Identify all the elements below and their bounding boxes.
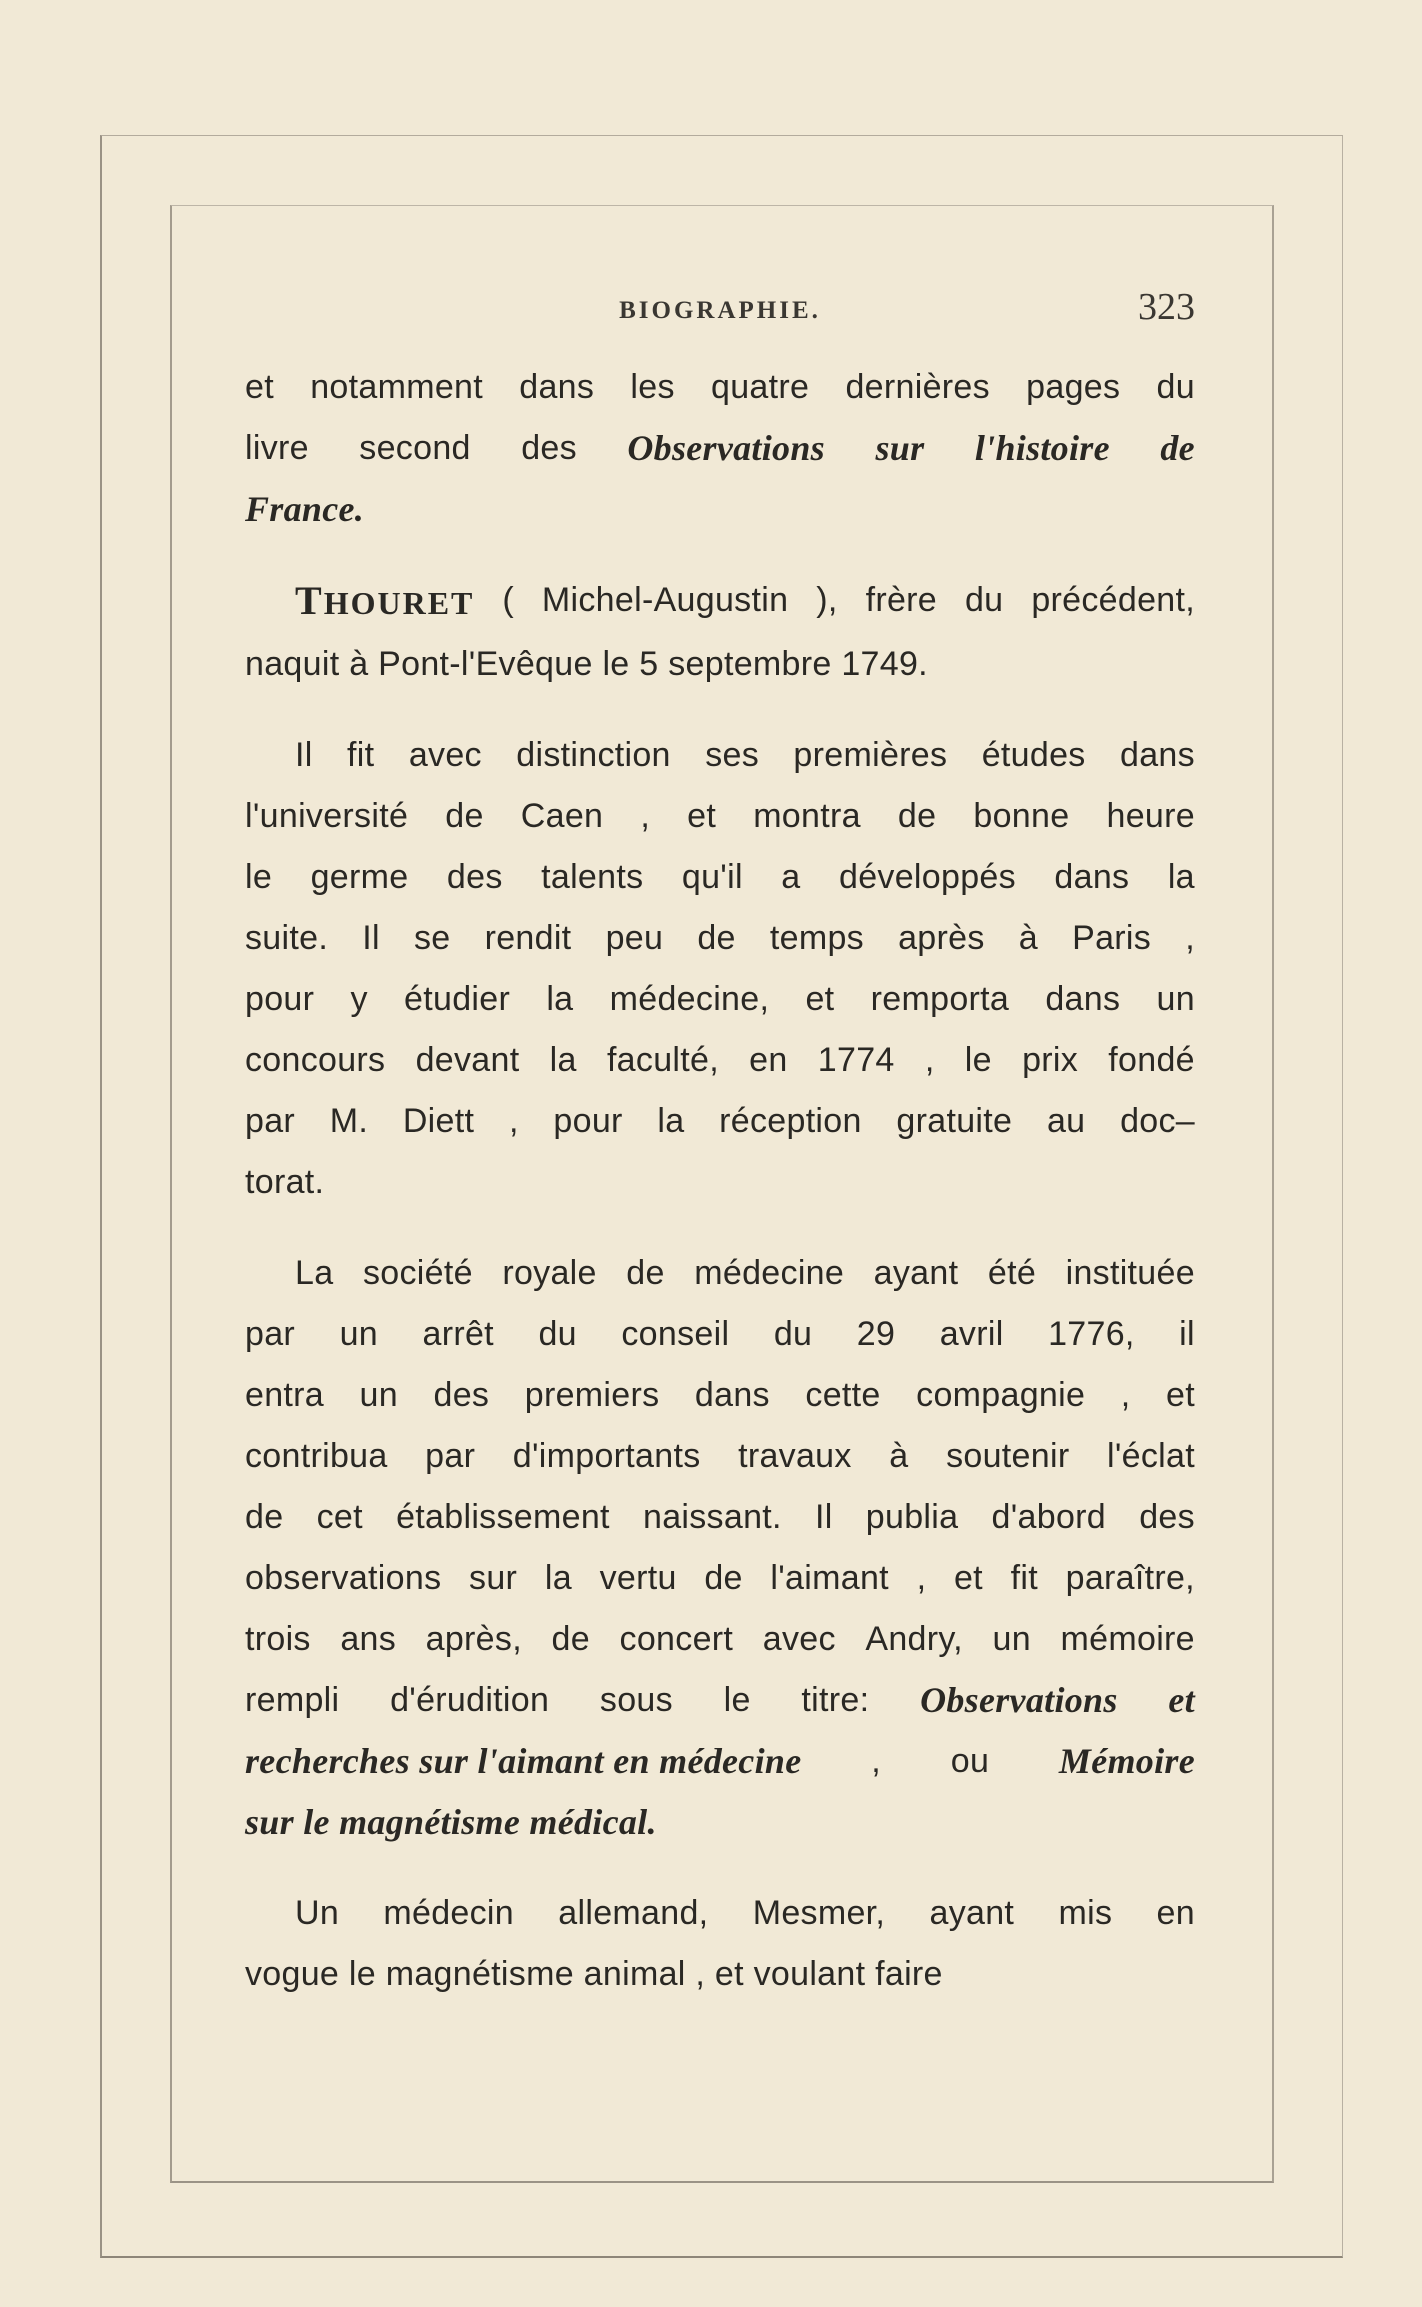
word: Il — [814, 1498, 833, 1536]
word: après, — [425, 1620, 522, 1658]
word: concert — [619, 1620, 734, 1658]
text-line — [245, 1487, 1195, 1548]
text-line — [245, 1792, 1195, 1853]
word: gratuite — [896, 1102, 1013, 1140]
word: et — [805, 980, 835, 1018]
word: médecine — [694, 1254, 845, 1292]
word: dans — [1045, 980, 1121, 1018]
word: temps — [769, 919, 864, 957]
word: premiers — [524, 1376, 660, 1414]
text-line — [245, 1548, 1195, 1609]
word: naissant. — [642, 1498, 782, 1536]
word: animal — [583, 1955, 686, 1993]
word: d'érudition — [390, 1681, 550, 1719]
word: concours — [245, 1041, 386, 1079]
word: 29 — [856, 1315, 896, 1353]
word: paraître, — [1065, 1559, 1195, 1597]
text-line — [245, 969, 1195, 1030]
paragraph-gap — [245, 1213, 1195, 1243]
word: des — [446, 858, 503, 896]
word: suite. — [245, 919, 329, 957]
word: livre — [245, 429, 309, 467]
word: Caen — [520, 797, 604, 835]
word: des — [433, 1376, 490, 1414]
word: et — [1165, 1376, 1195, 1414]
word: publia — [865, 1498, 959, 1536]
body-text — [245, 357, 1195, 2005]
word: de — [626, 1254, 665, 1292]
word: magnétisme — [385, 1955, 574, 1993]
paragraph-gap — [245, 540, 1195, 570]
word: M. — [329, 1102, 369, 1140]
word: naquit — [245, 645, 340, 683]
word: par — [245, 1102, 296, 1140]
word: avec — [408, 736, 482, 774]
word: doc– — [1120, 1102, 1195, 1140]
word: en — [1156, 1894, 1195, 1932]
text-line — [245, 1152, 1195, 1213]
word: des — [1139, 1498, 1195, 1536]
word: dans — [1120, 736, 1195, 774]
word: du — [538, 1315, 577, 1353]
word: et — [953, 1559, 983, 1597]
word: précédent, — [1031, 581, 1195, 619]
text-line — [245, 479, 1195, 540]
text-line — [245, 570, 1195, 634]
word: un — [339, 1315, 378, 1353]
text-line — [245, 1426, 1195, 1487]
word: distinction — [516, 736, 671, 774]
word: allemand, — [558, 1894, 709, 1932]
word: avec — [762, 1620, 836, 1658]
word: fit — [1010, 1559, 1038, 1597]
word: l'éclat — [1107, 1437, 1195, 1475]
word: cet — [316, 1498, 363, 1536]
word: pour — [245, 980, 315, 1018]
paragraph — [245, 1243, 1195, 1853]
word: le — [964, 1041, 992, 1079]
word: fit — [347, 736, 375, 774]
word: le — [348, 1955, 376, 1993]
word: la — [546, 980, 574, 1018]
word: à — [1018, 919, 1038, 957]
word: de — [245, 1498, 284, 1536]
text-line — [245, 1609, 1195, 1670]
word: voulant — [753, 1955, 866, 1993]
word: Michel-Augustin — [541, 581, 789, 619]
italic-title: France. — [245, 489, 365, 529]
word: d'abord — [991, 1498, 1107, 1536]
word: médecine, — [609, 980, 770, 1018]
word: le — [723, 1681, 751, 1719]
word: cette — [805, 1376, 881, 1414]
text-line — [245, 725, 1195, 786]
paragraph-gap — [245, 695, 1195, 725]
word: bonne — [973, 797, 1070, 835]
word: de — [445, 797, 484, 835]
word: mis — [1058, 1894, 1113, 1932]
word: les — [630, 368, 675, 406]
text-line — [245, 357, 1195, 418]
word: contribua — [245, 1437, 388, 1475]
text-line — [245, 908, 1195, 969]
word: pour — [553, 1102, 623, 1140]
italic-title: Observations — [920, 1680, 1118, 1720]
word: qu'il — [681, 858, 743, 896]
word: été — [987, 1254, 1037, 1292]
word: dernières — [845, 368, 990, 406]
word: , — [924, 1041, 935, 1079]
word: La — [295, 1254, 334, 1292]
text-line — [245, 786, 1195, 847]
paragraph — [245, 725, 1195, 1213]
word: ), — [816, 581, 838, 619]
word: étudier — [404, 980, 511, 1018]
italic-title: de — [1160, 428, 1195, 468]
word: société — [362, 1254, 473, 1292]
word: Il — [362, 919, 380, 957]
word: un — [1156, 980, 1195, 1018]
word: Un — [295, 1894, 340, 1932]
word: l'aimant — [770, 1559, 889, 1597]
word: le — [602, 645, 630, 683]
surname-smallcaps: THOURET — [295, 578, 475, 623]
word: établissement — [396, 1498, 610, 1536]
word: frère — [865, 581, 937, 619]
word: germe — [310, 858, 409, 896]
word: l'université — [245, 797, 409, 835]
text-line — [245, 1944, 1195, 2005]
word: peu — [605, 919, 664, 957]
word: 1749. — [841, 645, 928, 683]
word: rendit — [484, 919, 572, 957]
word: , — [1120, 1376, 1131, 1414]
word: du — [964, 581, 1004, 619]
word: de — [704, 1559, 743, 1597]
word: Mesmer, — [752, 1894, 886, 1932]
word: sur — [469, 1559, 518, 1597]
paragraph — [245, 1883, 1195, 2005]
paragraph — [245, 357, 1195, 540]
text-line — [245, 1091, 1195, 1152]
word: de — [697, 919, 736, 957]
text-line — [245, 1670, 1195, 1731]
word: 1774 — [817, 1041, 895, 1079]
text-line — [245, 847, 1195, 908]
word: vogue — [245, 1955, 340, 1993]
word: la — [544, 1559, 572, 1597]
italic-title: sur — [875, 428, 925, 468]
word: remporta — [870, 980, 1010, 1018]
text-line — [245, 1883, 1195, 1944]
word: ou — [950, 1742, 990, 1780]
word: , — [916, 1559, 927, 1597]
word: il — [1179, 1315, 1195, 1353]
word: heure — [1106, 797, 1195, 835]
text-line — [245, 418, 1195, 479]
word: sous — [599, 1681, 673, 1719]
word: études — [981, 736, 1086, 774]
word: un — [359, 1376, 398, 1414]
word: mémoire — [1060, 1620, 1195, 1658]
text-line — [245, 1304, 1195, 1365]
word: par — [245, 1315, 296, 1353]
word: 1776, — [1048, 1315, 1135, 1353]
word: 5 — [639, 645, 659, 683]
word: faculté, — [606, 1041, 719, 1079]
word: septembre — [668, 645, 832, 683]
word: la — [657, 1102, 685, 1140]
word: arrêt — [422, 1315, 494, 1353]
word: a — [781, 858, 801, 896]
word: la — [1167, 858, 1195, 896]
word: vertu — [599, 1559, 677, 1597]
word: quatre — [711, 368, 810, 406]
word: instituée — [1065, 1254, 1195, 1292]
word: titre: — [801, 1681, 870, 1719]
italic-title: l'histoire — [974, 428, 1110, 468]
word: second — [359, 429, 471, 467]
word: ayant — [873, 1254, 959, 1292]
text-line — [245, 1365, 1195, 1426]
word: un — [992, 1620, 1031, 1658]
text-line — [245, 1731, 1195, 1792]
word: devant — [415, 1041, 520, 1079]
word: conseil — [621, 1315, 730, 1353]
word: , — [640, 797, 651, 835]
word: premières — [793, 736, 948, 774]
word: Il — [295, 736, 313, 774]
italic-title: Mémoire — [1058, 1741, 1195, 1781]
word: au — [1046, 1102, 1086, 1140]
word: compagnie — [916, 1376, 1086, 1414]
word: à — [889, 1437, 909, 1475]
word: rempli — [245, 1681, 340, 1719]
word: de — [897, 797, 937, 835]
word: , — [871, 1742, 881, 1780]
word: et — [714, 1955, 744, 1993]
italic-title: sur le magnétisme médical. — [245, 1802, 657, 1842]
italic-title: Observations — [627, 428, 825, 468]
word: Andry, — [865, 1620, 963, 1658]
word: ayant — [929, 1894, 1015, 1932]
word: du — [773, 1315, 813, 1353]
page-header — [245, 285, 1195, 335]
word: après — [898, 919, 985, 957]
word: y — [350, 980, 368, 1018]
word: de — [551, 1620, 590, 1658]
word: par — [425, 1437, 476, 1475]
word: d'importants — [512, 1437, 701, 1475]
word: trois — [245, 1620, 311, 1658]
word: prix — [1022, 1041, 1079, 1079]
word: talents — [541, 858, 644, 896]
word: réception — [719, 1102, 862, 1140]
text-line — [245, 1030, 1195, 1091]
word: le — [245, 858, 273, 896]
word: ans — [340, 1620, 397, 1658]
paragraph — [245, 570, 1195, 695]
word: Paris — [1072, 919, 1152, 957]
word: entra — [245, 1376, 324, 1414]
word: et — [687, 797, 717, 835]
word: dans — [694, 1376, 770, 1414]
word: pages — [1026, 368, 1121, 406]
word: ses — [705, 736, 759, 774]
word: à — [349, 645, 369, 683]
word: , — [1185, 919, 1195, 957]
word: en — [749, 1041, 788, 1079]
word: dans — [519, 368, 595, 406]
word: et — [245, 368, 274, 406]
word: Pont-l'Evêque — [378, 645, 593, 683]
word: observations — [245, 1559, 442, 1597]
word: Diett — [402, 1102, 475, 1140]
word: notamment — [310, 368, 483, 406]
word: développés — [839, 858, 1016, 896]
word: du — [1156, 368, 1195, 406]
word: faire — [875, 1955, 943, 1993]
word: se — [413, 919, 451, 957]
word: fondé — [1108, 1041, 1195, 1079]
page-number: 323 — [1138, 286, 1195, 328]
word: la — [549, 1041, 577, 1079]
word: ( — [502, 581, 514, 619]
word: des — [521, 429, 577, 467]
word: travaux — [738, 1437, 852, 1475]
word: soutenir — [946, 1437, 1070, 1475]
italic-title: recherches sur l'aimant en médecine — [245, 1741, 802, 1781]
word: dans — [1054, 858, 1130, 896]
italic-title: et — [1168, 1680, 1195, 1720]
page-content — [245, 285, 1195, 2005]
word: , — [695, 1955, 706, 1993]
word: , — [508, 1102, 519, 1140]
word: montra — [753, 797, 861, 835]
running-head: BIOGRAPHIE. — [619, 297, 821, 324]
word: avril — [939, 1315, 1004, 1353]
word: médecin — [383, 1894, 514, 1932]
text-line — [245, 634, 1195, 695]
paragraph-gap — [245, 1853, 1195, 1883]
word: torat. — [245, 1163, 325, 1201]
text-line — [245, 1243, 1195, 1304]
word: royale — [502, 1254, 597, 1292]
